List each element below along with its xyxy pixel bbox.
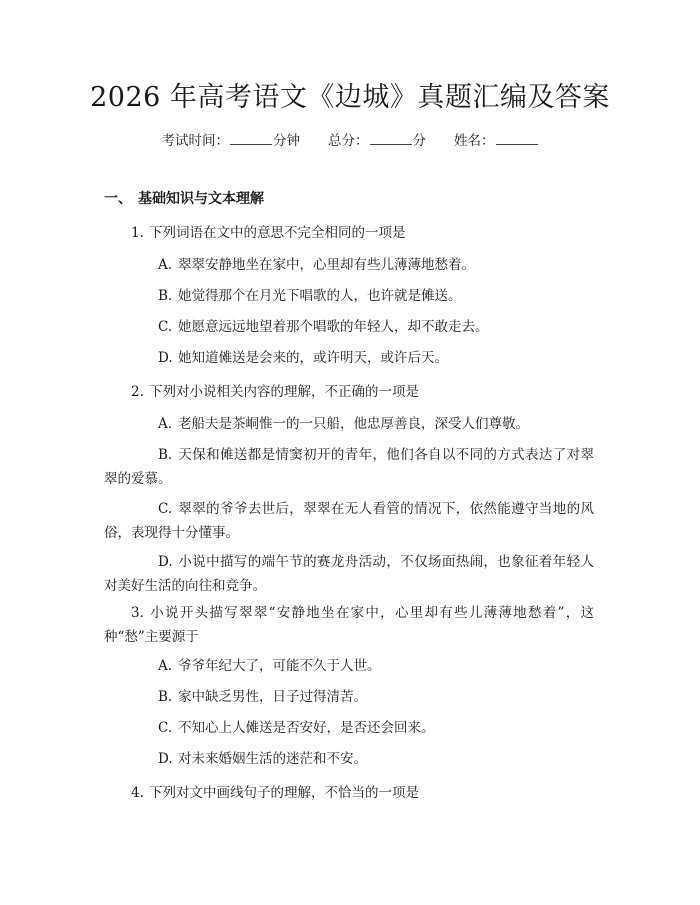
question-2: [131, 380, 419, 404]
name-label: 姓名：: [454, 133, 495, 149]
page-title: 2026 年高考语文《边城》真题汇编及答案: [90, 82, 610, 113]
question-text: 下列对小说相关内容的理解，不正确的一项是: [149, 384, 419, 400]
section-heading: [104, 189, 264, 209]
option-text: 家中缺乏男性，日子过得清苦。: [178, 689, 367, 705]
question-3-option-b: [158, 685, 367, 709]
option-letter: A.: [158, 658, 173, 674]
question-text: 小说开头描写翠翠“安静地坐在家中，心里却有些儿薄薄地愁着”，这种“愁”主要源于: [104, 605, 594, 645]
question-text: 下列词语在文中的意思不完全相同的一项是: [149, 225, 406, 241]
option-letter: C.: [158, 720, 173, 736]
option-text: 爷爷年纪大了，可能不久于人世。: [178, 658, 381, 674]
question-1-option-d: [158, 346, 448, 370]
option-letter: B.: [158, 689, 173, 705]
option-text: 她愿意远远地望着那个唱歌的年轻人，却不敢走去。: [178, 319, 489, 335]
question-1: [131, 221, 406, 245]
score-unit: 分: [412, 133, 426, 149]
option-letter: C.: [158, 501, 173, 517]
option-text: 她知道傩送是会来的，或许明天，或许后天。: [178, 350, 448, 366]
question-3-option-a: [158, 654, 381, 678]
option-text: 翠翠安静地坐在家中，心里却有些儿薄薄地愁着。: [178, 257, 475, 273]
time-unit: 分钟: [273, 133, 300, 149]
option-text: 对未来婚姻生活的迷茫和不安。: [178, 751, 367, 767]
option-letter: B.: [158, 288, 173, 304]
time-label: 考试时间：: [161, 133, 229, 149]
question-3: [104, 601, 594, 649]
option-letter: A.: [158, 416, 173, 432]
question-3-option-c: [158, 716, 435, 740]
question-3-option-d: [158, 747, 367, 771]
option-text: 不知心上人傩送是否安好，是否还会回来。: [178, 720, 435, 736]
section-number: 一、: [104, 191, 132, 207]
option-letter: D.: [158, 554, 173, 570]
question-2-option-b: [104, 443, 594, 491]
question-4: [131, 781, 419, 805]
time-blank: [230, 132, 272, 145]
option-letter: D.: [158, 350, 173, 366]
question-2-option-d: [104, 550, 594, 598]
score-label: 总分：: [328, 133, 369, 149]
question-text: 下列对文中画线句子的理解，不恰当的一项是: [149, 785, 419, 801]
option-letter: A.: [158, 257, 173, 273]
option-text: 天保和傩送都是情窦初开的青年，他们各自以不同的方式表达了对翠翠的爱慕。: [104, 447, 594, 487]
option-text: 小说中描写的端午节的赛龙舟活动，不仅场面热闹，也象征着年轻人对美好生活的向往和竞争。: [104, 554, 594, 594]
option-text: 她觉得那个在月光下唱歌的人，也许就是傩送。: [178, 288, 462, 304]
question-number: 1.: [131, 225, 144, 241]
question-2-option-a: [158, 412, 529, 436]
score-blank: [370, 132, 412, 145]
option-letter: B.: [158, 447, 173, 463]
section-title: 基础知识与文本理解: [138, 191, 264, 207]
question-number: 3.: [131, 605, 144, 621]
exam-meta-line: [0, 131, 700, 151]
question-1-option-a: [158, 253, 475, 277]
question-number: 2.: [131, 384, 144, 400]
question-number: 4.: [131, 785, 144, 801]
question-2-option-c: [104, 497, 594, 545]
option-letter: D.: [158, 751, 173, 767]
option-text: 老船夫是茶峒惟一的一只船，他忠厚善良，深受人们尊敬。: [178, 416, 529, 432]
option-text: 翠翠的爷爷去世后，翠翠在无人看管的情况下，依然能遵守当地的风俗，表现得十分懂事。: [104, 501, 594, 541]
name-blank: [496, 132, 538, 145]
question-1-option-b: [158, 284, 462, 308]
option-letter: C.: [158, 319, 173, 335]
question-1-option-c: [158, 315, 489, 339]
